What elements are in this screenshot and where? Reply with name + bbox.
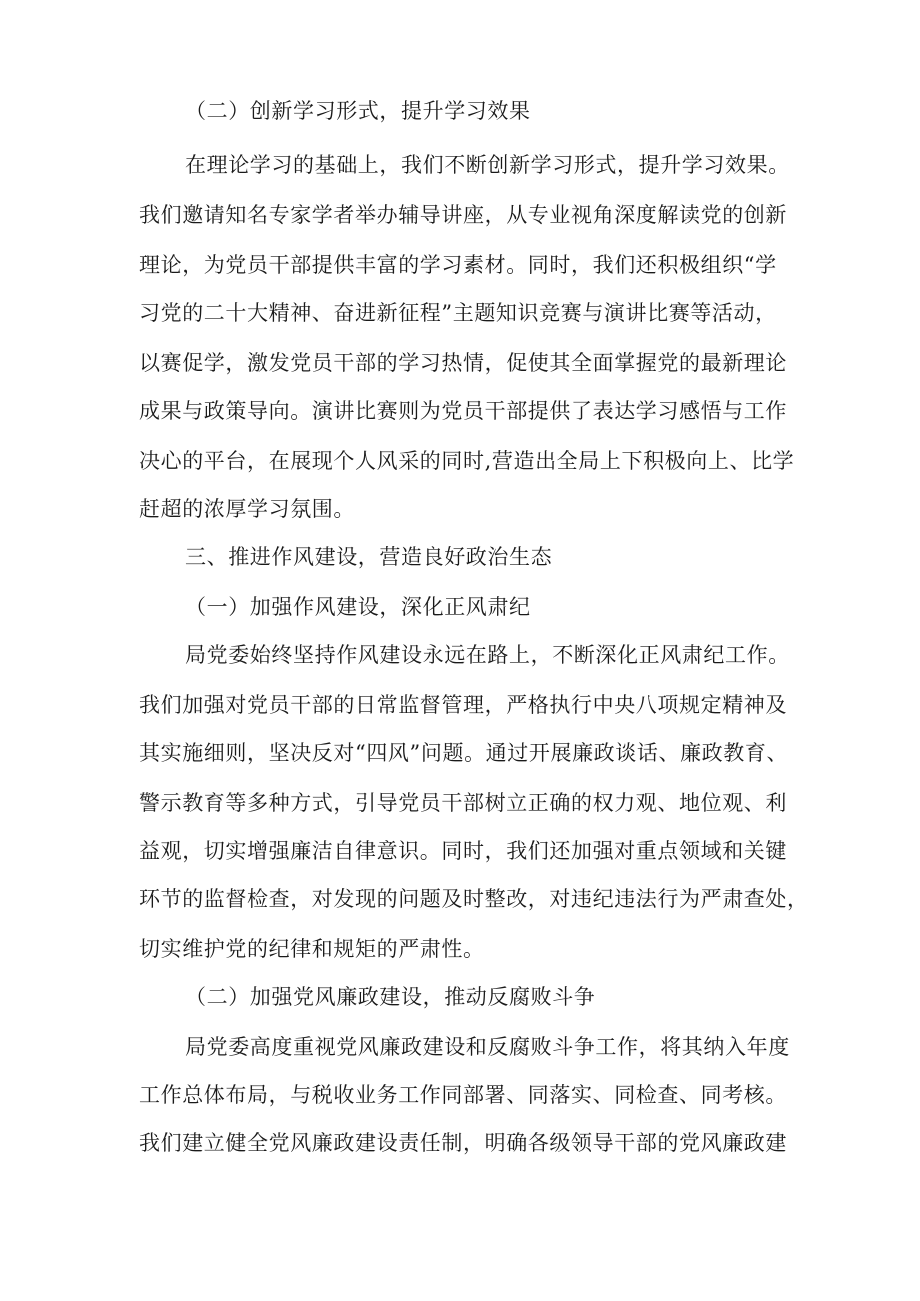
paragraph-line: 局党委始终坚持作风建设永远在路上，不断深化正风肃纪工作。	[185, 643, 790, 667]
paragraph-line: 习党的二十大精神、奋进新征程”主题知识竞赛与演讲比赛等活动，	[139, 301, 777, 325]
paragraph-line: 切实维护党的纪律和规矩的严肃性。	[139, 937, 485, 961]
paragraph-line: 警示教育等多种方式，引导党员干部树立正确的权力观、地位观、利	[139, 791, 787, 815]
paragraph-line: 工作总体布局，与税收业务工作同部署、同落实、同检查、同考核。	[139, 1083, 787, 1107]
paragraph-line: 决心的平台，在展现个人风采的同时,营造出全局上下积极向上、比学	[139, 449, 795, 473]
subheading-discipline: （一）加强作风建设，深化正风肃纪	[185, 595, 531, 619]
paragraph-line: 其实施细则，坚决反对“四风”问题。通过开展廉政谈话、廉政教育、	[139, 741, 789, 765]
paragraph-line: 以赛促学，激发党员干部的学习热情，促使其全面掌握党的最新理论	[139, 351, 787, 375]
paragraph-line: 我们邀请知名专家学者举办辅导讲座，从专业视角深度解读党的创新	[139, 203, 787, 227]
paragraph-line: 局党委高度重视党风廉政建设和反腐败斗争工作，将其纳入年度	[185, 1035, 790, 1059]
paragraph-line: 环节的监督检查，对发现的问题及时整改，对违纪违法行为严肃查处，	[139, 887, 809, 911]
section-heading-style-building: 三、推进作风建设，营造良好政治生态	[185, 545, 553, 569]
paragraph-line: 赶超的浓厚学习氛围。	[139, 497, 355, 521]
paragraph-line: 我们建立健全党风廉政建设责任制，明确各级领导干部的党风廉政建	[139, 1131, 787, 1155]
paragraph-line: 我们加强对党员干部的日常监督管理，严格执行中央八项规定精神及	[139, 693, 787, 717]
paragraph-line: 在理论学习的基础上，我们不断创新学习形式，提升学习效果。	[185, 153, 790, 177]
paragraph-line: 成果与政策导向。演讲比赛则为党员干部提供了表达学习感悟与工作	[139, 399, 787, 423]
subheading-anti-corruption: （二）加强党风廉政建设，推动反腐败斗争	[185, 985, 596, 1009]
paragraph-line: 益观，切实增强廉洁自律意识。同时，我们还加强对重点领域和关键	[139, 839, 787, 863]
paragraph-line: 理论，为党员干部提供丰富的学习素材。同时，我们还积极组织“学	[139, 253, 777, 277]
subheading-innovate-learning: （二）创新学习形式，提升学习效果	[185, 99, 531, 123]
